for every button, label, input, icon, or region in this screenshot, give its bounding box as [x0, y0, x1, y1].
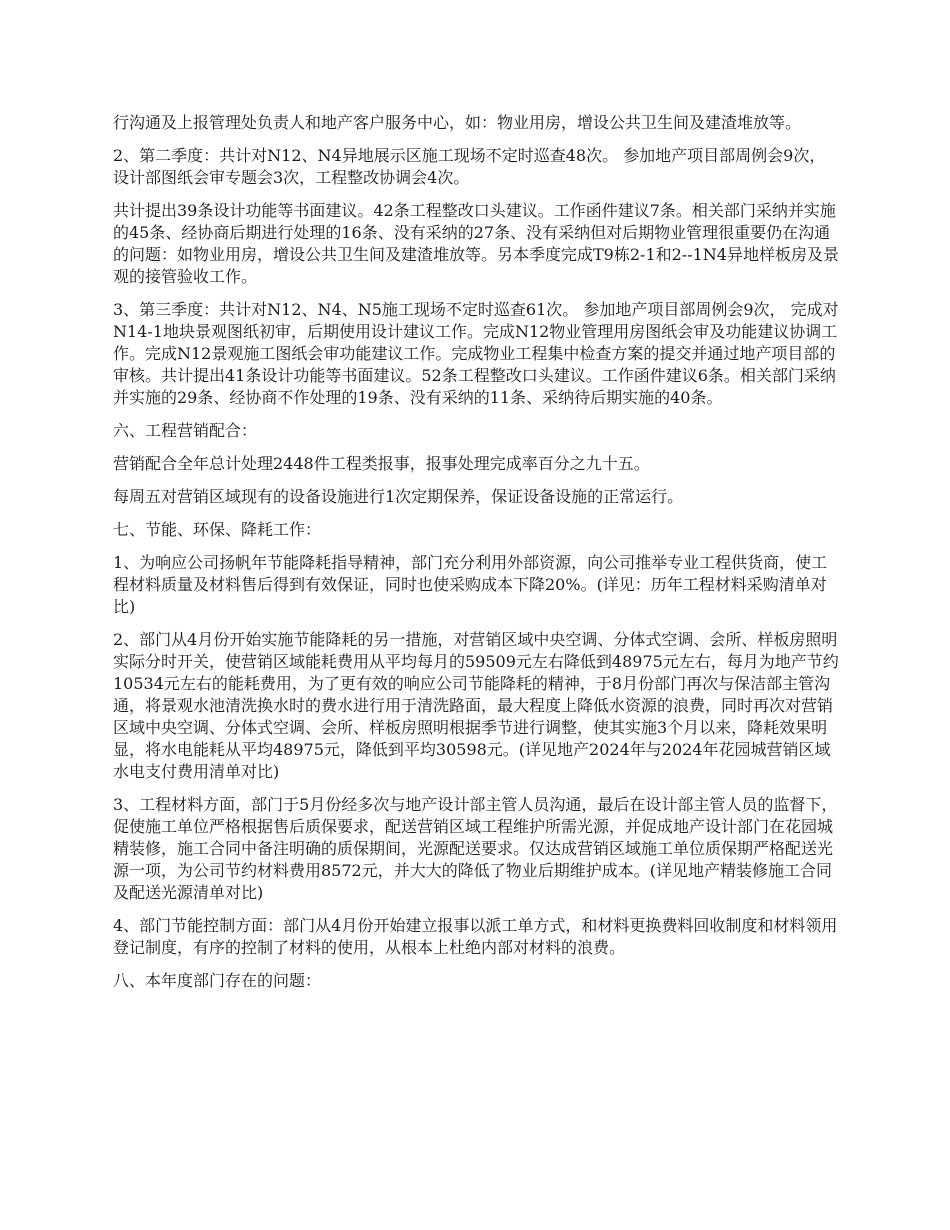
paragraph-marketing-maintenance: 每周五对营销区域现有的设备设施进行1次定期保养，保证设备设施的正常运行。: [113, 487, 684, 506]
heading-section-6: 六、工程营销配合：: [113, 421, 258, 440]
paragraph-energy-4: 4、部门节能控制方面：部门从4月份开始建立报事以派工单方式，和材料更换费料回收制度和材料领用登记制度，有序的控制了材料的使用，从根本上杜绝内部对材料的浪费。: [113, 916, 838, 957]
paragraph-q2-inspection: 2、第二季度：共计对N12、N4异地展示区施工现场不定时巡查48次。 参加地产项目部周例会9次，设计部图纸会审专题会3次，工程整改协调会4次。: [113, 146, 826, 187]
paragraph-marketing-total: 营销配合全年总计处理2448件工程类报事，报事处理完成率百分之九十五。: [113, 454, 650, 473]
document-body: [113, 112, 840, 1003]
paragraph-energy-3: 3、工程材料方面，部门于5月份经多次与地产设计部主管人员沟通，最后在设计部主管人员的监督下，促使施工单位严格根据售后质保要求，配送营销区域工程维护所需光源，并促成地产设计部门在花园城精装修，施工合同中备注明确的质保期间，光源配送要求。仅达成营销区域施工单位质保期严格配送光源一项，为公司节约材料费用8572元，并大大的降低了物业后期维护成本。(详见地产精装修施工合同及配送光源清单对比): [113, 795, 838, 902]
paragraph-q3-inspection: 3、第三季度：共计对N12、N4、N5施工现场不定时巡查61次。 参加地产项目部周例会9次， 完成对N14-1地块景观图纸初审，后期使用设计建议工作。完成N12物业管理用房图纸会审及功能建议协调工作。完成N12景观施工图纸会审功能建议工作。完成物业工程集中检查方案的提交并通过地产项目部的审核。共计提出41条设计功能等书面建议。52条工程整改口头建议。工作函件建议6条。相关部门采纳并实施的29条、经协商不作处理的19条、没有采纳的11条、采纳待后期实施的40条。: [113, 300, 839, 407]
paragraph-q1-continuation: 行沟通及上报管理处负责人和地产客户服务中心，如：物业用房，增设公共卫生间及建渣堆放等。: [113, 113, 802, 132]
heading-section-8: 八、本年度部门存在的问题：: [113, 971, 322, 990]
paragraph-energy-1: 1、为响应公司扬帆年节能降耗指导精神，部门充分利用外部资源，向公司推举专业工程供货商，使工程材料质量及材料售后得到有效保证，同时也使采购成本下降20%。(详见：历年工程材料采购清单对比): [113, 553, 828, 616]
paragraph-q2-suggestions: 共计提出39条设计功能等书面建议。42条工程整改口头建议。工作函件建议7条。相关部门采纳并实施的45条、经协商后期进行处理的16条、没有采纳的27条、没有采纳但对后期物业管理很重要仍在沟通的问题：如物业用房，增设公共卫生间及建渣堆放等。另本季度完成T9栋2-1和2--1N4异地样板房及景观的接管验收工作。: [113, 201, 839, 286]
heading-section-7: 七、节能、环保、降耗工作：: [113, 520, 322, 539]
paragraph-energy-2: 2、部门从4月份开始实施节能降耗的另一措施，对营销区域中央空调、分体式空调、会所、样板房照明实际分时开关，使营销区域能耗费用从平均每月的59509元左右降低到48975元左右，每月为地产节约10534元左右的能耗费用，为了更有效的响应公司节能降耗的精神，于8月份部门再次与保洁部主管沟通，将景观水池清洗换水时的费水进行用于清洗路面，最大程度上降低水资源的浪费，同时再次对营销区域中央空调、分体式空调、会所、样板房照明根据季节进行调整，使其实施3个月以来，降耗效果明显，将水电能耗从平均48975元，降低到平均30598元。(详见地产2024年与2024年花园城营销区域水电支付费用清单对比): [113, 630, 839, 781]
